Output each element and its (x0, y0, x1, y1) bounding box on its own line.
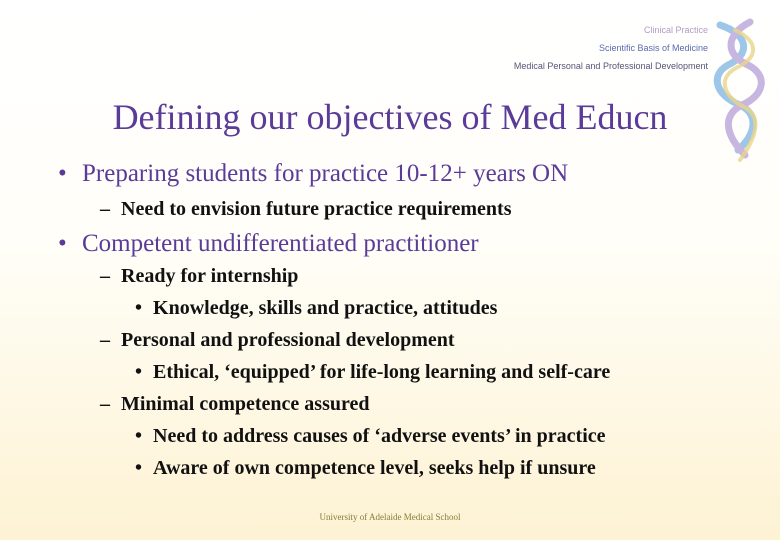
header-label-scientific-basis: Scientific Basis of Medicine (598, 43, 708, 53)
bullet-2 (58, 230, 479, 258)
bullet-1-sub-1-text: Need to envision future practice requirements (121, 198, 512, 220)
footer-text: University of Adelaide Medical School (319, 512, 461, 522)
bullet-marker: • (135, 425, 143, 447)
bullet-2-text: Competent undifferentiated practitioner (82, 230, 479, 257)
bullet-2-sub-3-item-1 (135, 425, 606, 448)
dash-marker: – (100, 198, 110, 220)
bullet-2-sub-3-item-2-text: Aware of own competence level, seeks help if unsure (153, 457, 596, 479)
bullet-2-sub-2-text: Personal and professional development (121, 329, 455, 351)
bullet-2-sub-2-item-1-text: Ethical, ‘equipped’ for life-long learning and self-care (153, 361, 611, 383)
bullet-1-text: Preparing students for practice 10-12+ years ON (82, 160, 569, 187)
bullet-2-sub-2-item-1 (135, 361, 610, 384)
header-label-personal-development: Medical Personal and Professional Development (513, 61, 708, 71)
bullet-marker: • (135, 297, 143, 319)
bullet-marker: • (135, 457, 143, 479)
bullet-1 (58, 160, 569, 188)
bullet-marker: • (135, 361, 143, 383)
bullet-2-sub-3 (100, 393, 370, 416)
bullet-2-sub-2 (100, 329, 455, 352)
bullet-2-sub-3-item-2 (135, 457, 596, 480)
dash-marker: – (100, 265, 110, 287)
bullet-2-sub-1 (100, 265, 298, 288)
bullet-1-sub-1 (100, 198, 512, 221)
slide-title: Defining our objectives of Med Educn (112, 97, 668, 137)
dash-marker: – (100, 393, 110, 415)
bullet-2-sub-1-text: Ready for internship (121, 265, 299, 287)
bullet-2-sub-3-text: Minimal competence assured (121, 393, 370, 415)
bullet-2-sub-1-item-1 (135, 297, 497, 320)
dash-marker: – (100, 329, 110, 351)
header-label-clinical-practice: Clinical Practice (643, 25, 708, 35)
bullet-marker: • (58, 230, 67, 257)
helix-logo-icon (710, 0, 780, 170)
bullet-2-sub-1-item-1-text: Knowledge, skills and practice, attitudes (153, 297, 498, 319)
bullet-2-sub-3-item-1-text: Need to address causes of ‘adverse events’ in practice (153, 425, 606, 447)
bullet-marker: • (58, 160, 67, 187)
